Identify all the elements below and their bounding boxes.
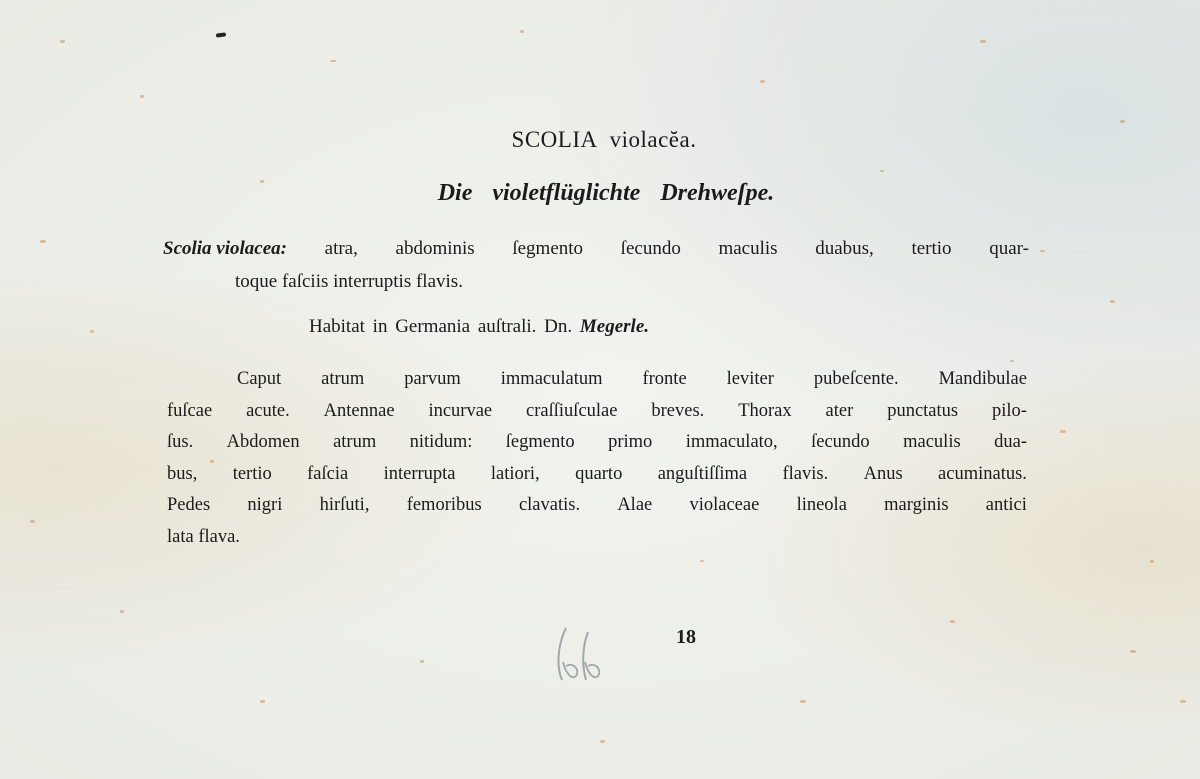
description-line (167, 459, 1027, 491)
paper-fleck (1180, 700, 1186, 703)
subtitle-word: violetflüglichte (492, 180, 641, 206)
description-word: pilo- (992, 400, 1027, 421)
description-word: Anus (863, 463, 903, 484)
paper-fleck (210, 460, 214, 463)
pencil-mark (552, 622, 608, 686)
ink-speck (216, 32, 226, 37)
description-word: leviter (726, 369, 774, 389)
page-title (0, 127, 1200, 153)
description-word: Antennae (323, 400, 395, 421)
description-word: quarto (575, 463, 623, 484)
paper-fleck (60, 40, 65, 43)
paper-fleck (140, 95, 144, 98)
paper-fleck (260, 180, 264, 183)
diagnosis-word: duabus, (815, 238, 874, 259)
paper-fleck (700, 560, 704, 562)
title-species: violacĕa. (609, 127, 697, 152)
description-word: Pedes (167, 495, 211, 515)
paper-fleck (760, 80, 765, 83)
description-word: nigri (247, 495, 283, 515)
description-word: Mandibulae (938, 369, 1027, 389)
habitat-line (309, 316, 649, 338)
description-word: primo (608, 432, 653, 452)
paper-fleck (120, 610, 124, 613)
habitat-author: Megerle. (579, 316, 650, 337)
description-word: anguſtiſſima (657, 463, 748, 484)
paper-fleck (90, 330, 94, 333)
description-word: ſus. (167, 432, 194, 452)
description-word: clavatis. (518, 495, 581, 515)
description-word: nitidum: (409, 432, 473, 452)
diagnosis-word: abdominis (395, 238, 475, 259)
diagnosis-word: maculis (718, 238, 778, 259)
paper-fleck (950, 620, 955, 623)
paper-fleck (1060, 430, 1066, 433)
subtitle-word: Die (437, 180, 473, 206)
description-word: hirſuti, (319, 495, 370, 515)
description-word: immaculato, (685, 432, 778, 452)
description-word: punctatus (887, 400, 959, 421)
description-word: incurvae (428, 400, 493, 421)
paper-fleck (420, 660, 424, 663)
diagnosis-word: atra, (324, 238, 358, 259)
paper-fleck (1150, 560, 1154, 563)
paper-fleck (520, 30, 524, 33)
habitat-abbr: Dn. (544, 316, 573, 337)
description-word: Abdomen (226, 432, 300, 452)
german-common-name (0, 180, 1200, 207)
paper-fleck (1120, 120, 1125, 123)
description-word: pubeſcente. (813, 369, 899, 389)
description-word: femoribus (406, 495, 482, 515)
paper-fleck (800, 700, 806, 703)
paper-fleck (260, 700, 265, 703)
description-word: Thorax (738, 400, 792, 421)
description-word: violaceae (689, 495, 760, 515)
diagnosis-word: ſecundo (620, 238, 681, 259)
paper-fleck (1130, 650, 1136, 653)
paper-fleck (600, 740, 605, 743)
description-word: lineola (796, 495, 847, 515)
description-word: atrum (321, 369, 365, 389)
paper-fleck (30, 520, 35, 523)
description-line: lata flava. (167, 526, 240, 547)
description-word: interrupta (383, 463, 456, 484)
diagnosis-paragraph (163, 232, 1029, 298)
description-word: ater (825, 400, 854, 421)
description-line (167, 490, 1027, 522)
description-word: flavis. (782, 463, 829, 484)
description-word: maculis (903, 432, 961, 452)
diagnosis-line: toque faſciis interruptis flavis. (235, 271, 463, 292)
paper-fleck (1010, 360, 1014, 362)
description-word: parvum (404, 369, 461, 389)
paper-fleck (980, 40, 986, 43)
description-word: acute. (246, 400, 290, 421)
description-word: acuminatus. (938, 463, 1027, 484)
description-word: antici (985, 495, 1027, 515)
description-word: faſcia (307, 463, 349, 484)
paper-fleck (1110, 300, 1115, 303)
description-word: immaculatum (500, 369, 603, 389)
description-word: ſegmento (505, 432, 575, 452)
description-word: ſecundo (811, 432, 870, 452)
description-word: tertio (232, 463, 272, 484)
description-word: marginis (884, 495, 949, 515)
page-number: 18 (676, 626, 696, 648)
diagnosis-word: quar- (989, 238, 1029, 259)
title-genus: SCOLIA (511, 127, 598, 152)
description-word: breves. (651, 400, 705, 421)
paper-fleck (1040, 250, 1045, 252)
description-word: Alae (617, 495, 653, 515)
subtitle-word: Drehweſpe. (660, 180, 775, 206)
diagnosis-word: ſegmento (512, 238, 584, 259)
paper-fleck (40, 240, 46, 243)
description-paragraph (167, 364, 1027, 553)
description-word: latiori, (490, 463, 540, 484)
description-line (167, 396, 1027, 428)
habitat-text: Habitat in Germania auſtrali. (309, 316, 537, 337)
taxon-name: Scolia violacea: (163, 238, 287, 259)
description-word: craſſiuſculae (526, 400, 618, 421)
description-word: Caput (237, 369, 282, 389)
paper-fleck (330, 60, 336, 62)
diagnosis-word: tertio (911, 238, 952, 259)
description-word: fronte (642, 369, 687, 389)
description-word: fuſcae (167, 400, 213, 421)
description-word: dua- (994, 432, 1027, 452)
description-word: bus, (167, 463, 198, 484)
description-line (167, 427, 1027, 459)
paper-fleck (880, 170, 884, 172)
description-word: atrum (333, 432, 377, 452)
description-line (167, 364, 1027, 396)
diagnosis-line (163, 232, 1029, 265)
